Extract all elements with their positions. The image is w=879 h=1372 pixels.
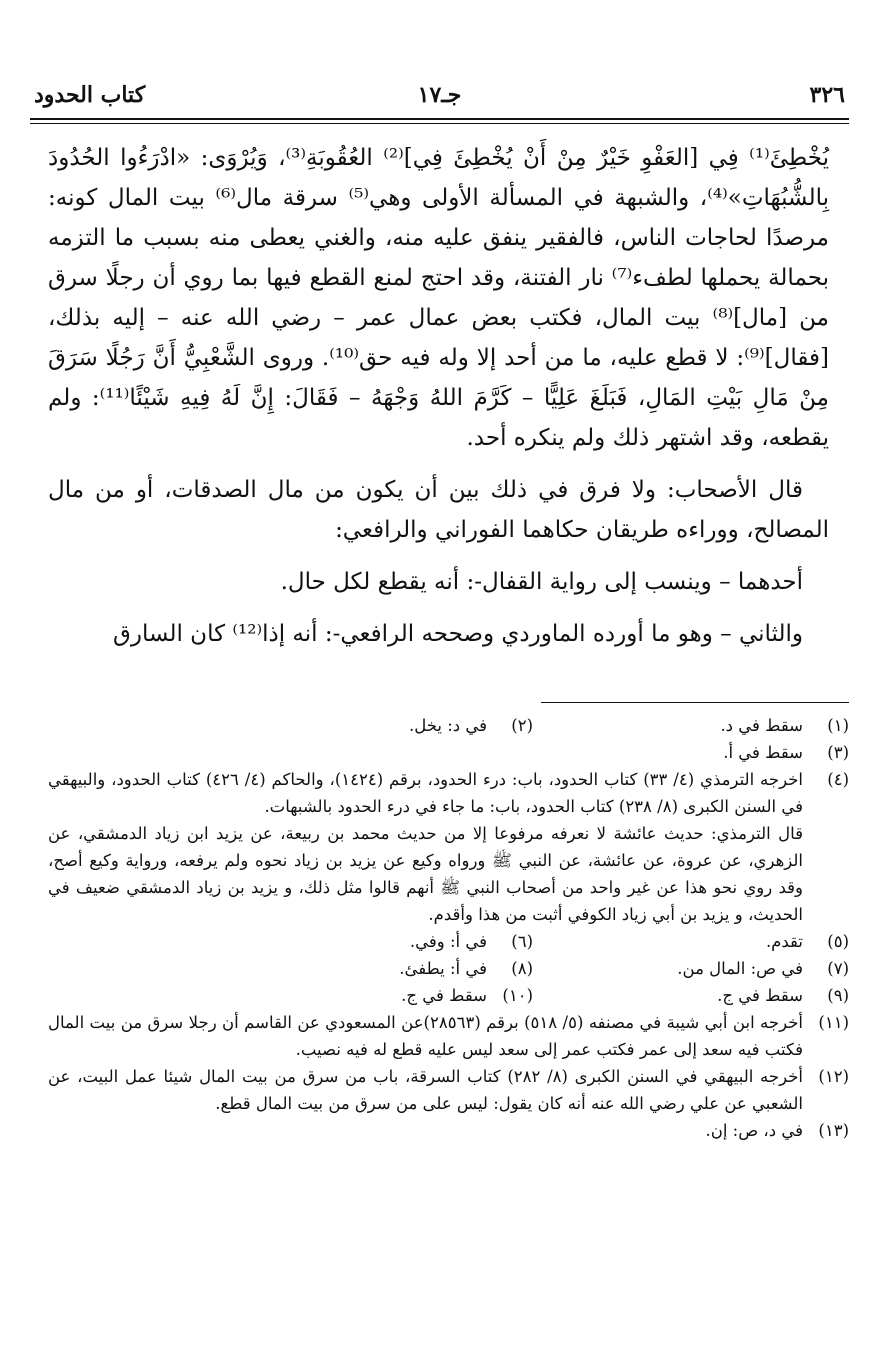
footnote-number: (٣)	[827, 743, 849, 762]
footnote-row	[48, 982, 849, 1009]
footnote-row	[48, 955, 849, 982]
footnote-number: (١٣)	[818, 1121, 849, 1140]
footnote-text: أخرجه البيهقي في السنن الكبرى (٨/ ٢٨٢) كتاب السرقة، باب من سرق من بيت المال شيئا عمل البيت، عن الشعبي عن علي رضي الله عنه أنه كان يقول: ليس على من سرق من بيت المال قطع.	[48, 1067, 803, 1113]
footnote-row	[48, 1009, 849, 1063]
footnote-number: (٧)	[827, 959, 849, 978]
footnote-text: سقط في أ.	[723, 743, 803, 762]
volume-label: جـ١٧	[417, 82, 462, 108]
footnote-row	[48, 712, 849, 739]
footnote-text: سقط في ج.	[717, 986, 803, 1005]
footnote-number: (٤)	[827, 770, 849, 789]
running-header	[30, 82, 849, 118]
paragraph-4: والثاني – وهو ما أورده الماوردي وصححه الرافعي-: أنه إذا⁽¹²⁾ كان السارق	[113, 621, 803, 647]
header-rule-thick	[30, 118, 849, 120]
footnote-row	[48, 739, 849, 766]
footnote-number: (٨)	[511, 959, 533, 978]
footnote-text: في أ: وفي.	[409, 932, 487, 951]
footnotes	[48, 712, 849, 1144]
footnote-text: اخرجه الترمذي (٤/ ٣٣) كتاب الحدود، باب: درء الحدود، برقم (١٤٢٤)، والحاكم (٤/ ٤٢٦) كتاب الحدود، والبيهقي في السنن الكبرى (٨/ ٢٣٨) كتاب الحدود، باب: ما جاء في درء الحدود بالشبهات.	[48, 770, 803, 816]
footnote-text: سقط في د.	[720, 716, 803, 735]
footnote-number: (١١)	[818, 1013, 849, 1032]
footnote-text: في ص: المال من.	[677, 959, 803, 978]
footnote-number: (٢)	[511, 716, 533, 735]
footnote-number: (١)	[827, 716, 849, 735]
footnote-continuation: قال الترمذي: حديث عائشة لا نعرفه مرفوعا إلا من حديث محمد بن ربيعة، عن يزيد ابن زياد الدمشقي، عن الزهري، عن عروة، عن عائشة، عن النبي ﷺ ورواه وكيع عن يزيد بن زياد نحوه ولم يرفعه، ورواية وكيع أصح، وقد روي نحو هذا عن غير واحد من أصحاب النبي ﷺ أنهم قالوا مثل ذلك، و يزيد بن زياد الدمشقي ضعيف في الحديث، و يزيد بن أبي زياد الكوفي أثبت من هذا وأقدم.	[48, 824, 803, 924]
footnote-row	[48, 766, 849, 820]
footnote-row	[48, 928, 849, 955]
footnote-separator	[541, 702, 849, 703]
footnote-text: في د، ص: إن.	[705, 1121, 803, 1140]
main-text	[48, 138, 829, 666]
book-title: كتاب الحدود	[34, 82, 146, 108]
paragraph-3: أحدهما – وينسب إلى رواية القفال-: أنه يقطع لكل حال.	[280, 569, 803, 595]
footnote-text: أخرجه ابن أبي شيبة في مصنفه (٥/ ٥١٨) برقم (٢٨٥٦٣)عن المسعودي عن القاسم أن رجلا سرق من بيت المال فكتب فيه سعد إلى عمر فكتب عمر إلى سعد ليس عليه قطع له فيه نصيب.	[48, 1013, 803, 1059]
footnote-number: (١٢)	[818, 1067, 849, 1086]
footnote-number: (٥)	[827, 932, 849, 951]
footnote-number: (٦)	[511, 932, 533, 951]
paragraph-2: قال الأصحاب: ولا فرق في ذلك بين أن يكون من مال الصدقات، أو من مال المصالح، ووراءه طريقان حكاهما الفوراني والرافعي:	[48, 477, 829, 543]
header-rule-thin	[30, 123, 849, 124]
footnote-text: في أ: يطفئ.	[399, 959, 487, 978]
footnote-text: في د: يخل.	[408, 716, 487, 735]
paragraph-1: يُخْطِئَ⁽¹⁾ فِي [العَفْوِ خَيْرٌ مِنْ أَنْ يُخْطِئَ فِي]⁽²⁾ العُقُوبَةِ⁽³⁾، وَيُرْوَى: «ادْرَءُوا الحُدُودَ بِالشُّبُهَاتِ»⁽⁴⁾، والشبهة في المسألة الأولى وهي⁽⁵⁾ سرقة مال⁽⁶⁾ بيت المال كونه: مرصدًا لحاجات الناس، فالفقير ينفق عليه منه، والغني يعطى منه بسبب ما التزمه بحمالة يحملها لطفء⁽⁷⁾ نار الفتنة، وقد احتج لمنع القطع فيها بما روي أن رجلًا سرق من [مال]⁽⁸⁾ بيت المال، فكتب بعض عمال عمر – رضي الله عنه – إليه بذلك، [فقال]⁽⁹⁾: لا قطع عليه، ما من أحد إلا وله فيه حق⁽¹⁰⁾. وروى الشَّعْبِيُّ أَنَّ رَجُلًا سَرَقَ مِنْ مَالِ بَيْتِ المَالِ، فَبَلَغَ عَلِيًّا – كَرَّمَ اللهُ وَجْهَهُ – فَقَالَ: إِنَّ لَهُ فِيهِ شَيْئًا⁽¹¹⁾: ولم يقطعه، وقد اشتهر ذلك ولم ينكره أحد.	[48, 145, 830, 451]
page-number: ٣٢٦	[809, 82, 845, 108]
footnote-row	[48, 1117, 849, 1144]
footnote-text: سقط في ج.	[401, 986, 487, 1005]
footnote-text: تقدم.	[765, 932, 803, 951]
footnote-number: (٩)	[827, 986, 849, 1005]
footnote-row	[48, 1063, 849, 1117]
footnote-number: (١٠)	[502, 986, 533, 1005]
